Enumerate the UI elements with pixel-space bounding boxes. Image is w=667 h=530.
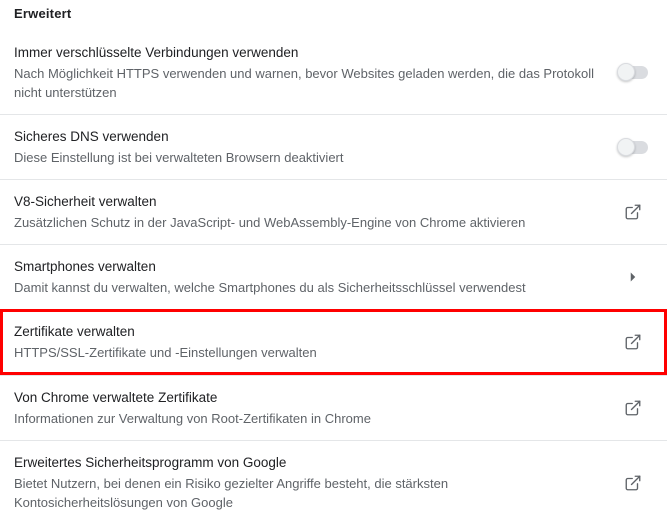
row-subtitle: Nach Möglichkeit HTTPS verwenden und warnen, bevor Websites geladen werden, die das Protokoll nicht unterstützen (14, 66, 595, 100)
row-title: Von Chrome verwaltete Zertifikate (14, 390, 218, 405)
external-link-icon[interactable] (624, 203, 642, 221)
row-title: Immer verschlüsselte Verbindungen verwenden (14, 45, 299, 60)
chevron-right-control (613, 268, 653, 286)
row-subtitle: Diese Einstellung ist bei verwalteten Browsern deaktiviert (14, 150, 344, 165)
row-advanced-protection-program[interactable] (0, 440, 667, 524)
external-link-control (613, 203, 653, 221)
row-subtitle: Bietet Nutzern, bei denen ein Risiko gezielter Angriffe besteht, die stärksten Kontosicherheitslösungen von Google (14, 476, 449, 510)
external-link-control (613, 333, 653, 351)
page-title: Erweitert (14, 6, 72, 21)
row-manage-certificates[interactable] (0, 309, 667, 375)
row-title: Smartphones verwalten (14, 259, 156, 274)
row-text (14, 127, 613, 167)
row-manage-v8-security[interactable] (0, 179, 667, 244)
row-manage-phones[interactable] (0, 244, 667, 309)
row-title: Zertifikate verwalten (14, 324, 135, 339)
row-subtitle: Informationen zur Verwaltung von Root-Zertifikaten in Chrome (14, 411, 371, 426)
external-link-icon[interactable] (624, 333, 642, 351)
chevron-right-icon[interactable] (624, 268, 642, 286)
row-text (14, 257, 613, 297)
row-subtitle: HTTPS/SSL-Zertifikate und -Einstellungen verwalten (14, 345, 317, 360)
toggle-control (613, 141, 653, 154)
row-title: Erweitertes Sicherheitsprogramm von Google (14, 455, 287, 470)
row-text (14, 453, 613, 512)
row-chrome-managed-certificates[interactable] (0, 375, 667, 440)
external-link-control (613, 399, 653, 417)
row-use-secure-dns[interactable] (0, 114, 667, 179)
toggle-knob (617, 138, 635, 156)
row-text (14, 322, 613, 362)
toggle-knob (617, 63, 635, 81)
row-text (14, 192, 613, 232)
toggle-switch-off-icon[interactable] (618, 66, 648, 79)
row-subtitle: Zusätzlichen Schutz in der JavaScript- und WebAssembly-Engine von Chrome aktivieren (14, 215, 526, 230)
external-link-icon[interactable] (624, 399, 642, 417)
row-title: Sicheres DNS verwenden (14, 129, 169, 144)
row-title: V8-Sicherheit verwalten (14, 194, 157, 209)
external-link-control (613, 474, 653, 492)
row-text (14, 43, 613, 102)
row-text (14, 388, 613, 428)
row-always-use-secure-connections[interactable] (0, 31, 667, 114)
row-subtitle: Damit kannst du verwalten, welche Smartphones du als Sicherheitsschlüssel verwendest (14, 280, 526, 295)
toggle-switch-off-icon[interactable] (618, 141, 648, 154)
settings-row-list (0, 31, 667, 524)
external-link-icon[interactable] (624, 474, 642, 492)
toggle-control (613, 66, 653, 79)
